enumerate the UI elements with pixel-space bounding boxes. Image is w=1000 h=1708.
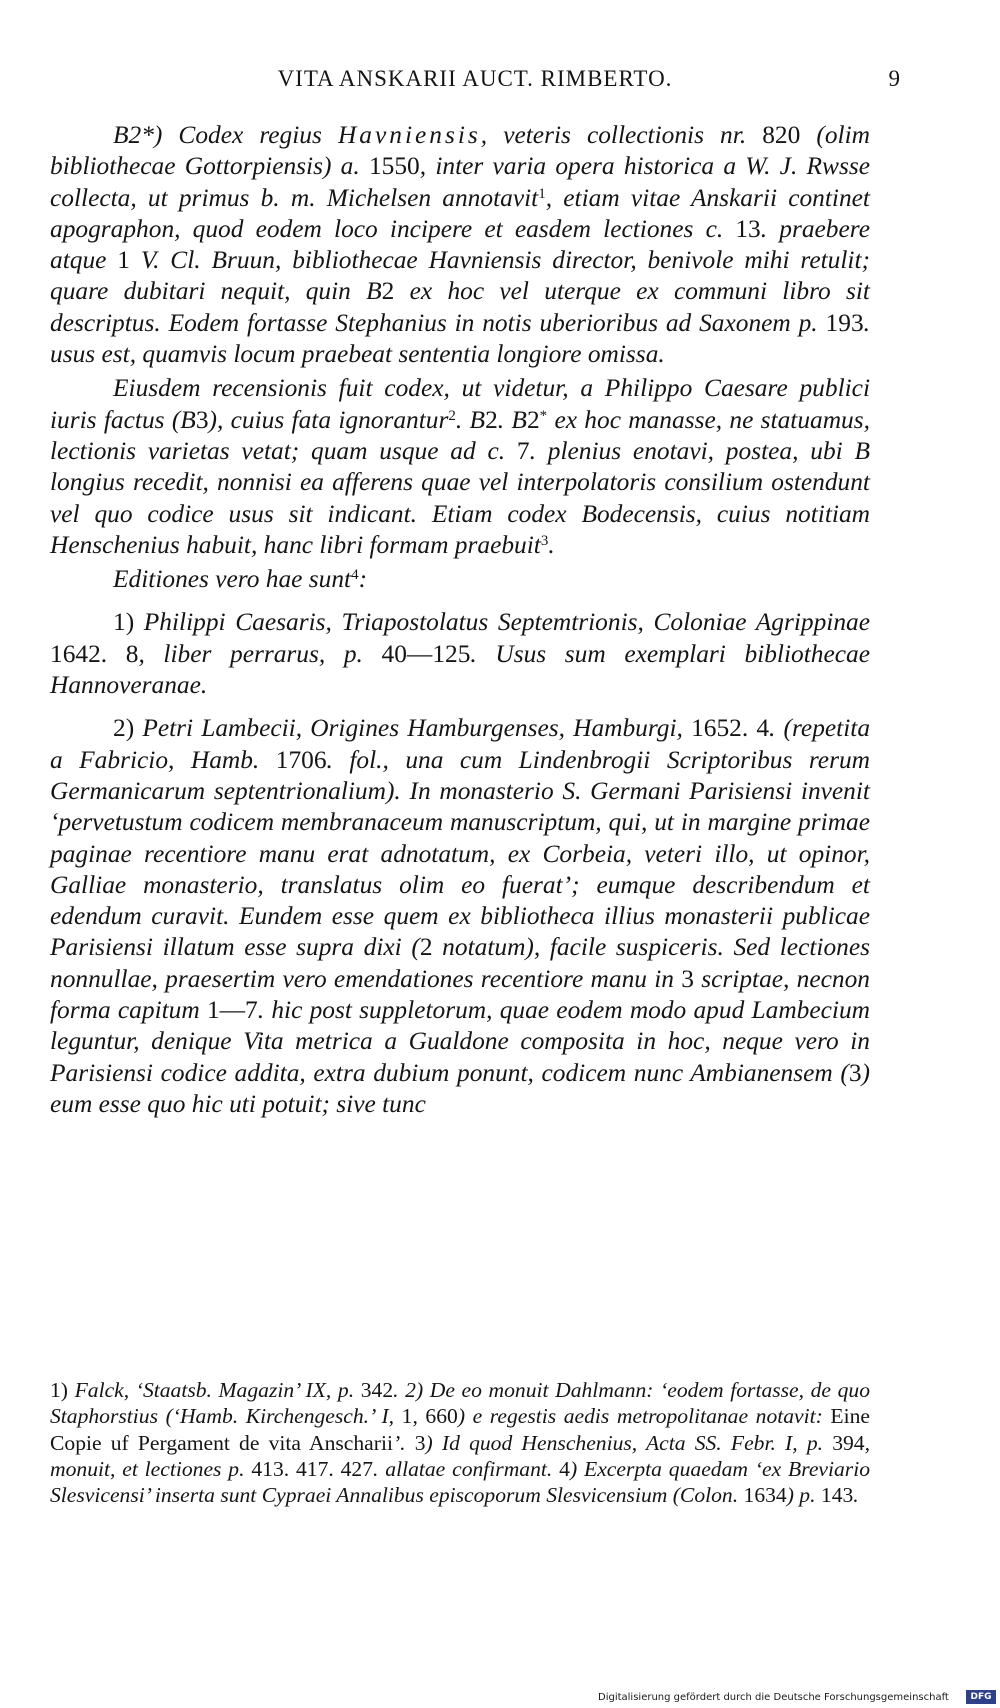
text-run: 342 [360, 1378, 394, 1402]
footnotes [50, 1377, 870, 1508]
text-run: ’. [392, 1430, 415, 1455]
paragraph-codex-b2star [50, 120, 870, 370]
main-text [50, 120, 870, 1123]
text-run: 2 [485, 405, 498, 434]
text-run: . B [455, 405, 486, 434]
page-number: 9 [888, 66, 900, 91]
text-run: ) e regestis aedis metropolitanae notavit: [457, 1404, 831, 1429]
text-run: scriptae, necnon forma capitum [50, 964, 870, 1025]
text-run: 1634 [743, 1483, 787, 1508]
footnote-ref: 2 [448, 407, 456, 424]
item-number: 2) [113, 714, 143, 743]
paragraph-edition-1 [50, 607, 870, 701]
text-run: Philippi Caesaris, Triapostolatus Septemtrionis, Coloniae Agrippinae [143, 608, 870, 637]
text-run: 3 [681, 964, 694, 993]
text-run: . Usus sum exemplari bibliothecae Hannoveranae. [50, 639, 870, 700]
paragraph-editions-intro [50, 564, 870, 595]
text-run: 1550 [368, 152, 420, 181]
text-run: 7 [516, 436, 530, 465]
dfg-logo: DFG [966, 1690, 996, 1704]
text-run: . praebere atque [50, 214, 870, 275]
text-run: 40—125 [381, 639, 471, 668]
footnote-number: 1) [50, 1378, 75, 1402]
paragraph-recension [50, 373, 870, 561]
footnote-ref: 4 [351, 567, 359, 584]
footnote-ref: 3 [540, 532, 549, 549]
digitization-credit: Digitalisierung gefördert durch die Deutsche Forschungsgemeinschaft [598, 1692, 949, 1703]
text-run: ex hoc vel uterque ex communi libro sit descriptus. Eodem fortasse Stephanius in notis uberioribus ad Saxonem p. [50, 277, 870, 337]
text-run: ) Excerpta quaedam ‘ex Breviario Slesvicensi’ inserta sunt Cypraei Annalibus episcoporum Slesvicensium (Colon. [50, 1456, 870, 1508]
text-run: 1642. 8 [50, 639, 139, 668]
text-run: 2 [419, 933, 433, 962]
text-run: . [548, 530, 555, 559]
text-run: 3 [848, 1058, 862, 1087]
footnote-number: 4 [559, 1456, 570, 1481]
text-run: 3 [195, 405, 209, 434]
text-run: Editiones vero hae sunt [113, 565, 352, 594]
text-run: . fol., una cum Lindenbrogii Scriptoribus rerum Germanicarum septentrionalium). In monasterio S. Germani Parisiensi invenit ‘pervetustum codicem membranaceum manuscriptum, qui, ut in margine primae paginae recentiore manu erat adnotatum, ex Corbeia, veteri illo, ut opinor, Galliae monasterio, translatus olim eo fuerat’; eumque describendum et edendum curavit. Eundem esse quem ex bibliotheca illius monasterii publicae Parisiensi illatum esse supra dixi ( [50, 745, 870, 962]
text-run: . 2) De eo monuit Dahlmann: ‘eodem fortasse, de quo Staphorstius (‘Hamb. Kirchengesch.’ I, [50, 1378, 871, 1429]
text-run: . allatae confirmant. [373, 1456, 560, 1481]
text-run: 413. 417. 427 [251, 1456, 374, 1481]
text-run: ), cuius fata ignorantur [208, 405, 449, 434]
running-head [50, 64, 900, 94]
asterisk-mark: * [539, 407, 548, 424]
text-run: Falck, ‘Staatsb. Magazin’ IX, p. [74, 1378, 361, 1402]
text-run: 13 [735, 214, 761, 243]
text-run: Havniensis [337, 121, 481, 149]
text-run: notatum), facile suspiceris. Sed lectiones nonnullae, praesertim vero emendationes recentiore manu in [50, 933, 870, 993]
text-run: 2 [526, 405, 540, 434]
footnote-ref: 1 [538, 185, 546, 202]
text-run: 1652. 4 [691, 714, 770, 743]
text-run: 1, 660 [401, 1404, 458, 1429]
footnote-block [50, 1377, 870, 1508]
text-run: B2*) Codex regius [113, 121, 338, 149]
text-run: , inter varia opera historica a W. J. Rwsse collecta, ut primus b. m. Michelsen annotavit [50, 152, 871, 212]
text-run: 2 [381, 277, 395, 306]
paragraph-edition-2 [50, 713, 870, 1120]
text-run: . (repetita a Fabricio, Hamb. [50, 714, 871, 774]
text-run: ) eum esse quo hic uti potuit; sive tunc [50, 1058, 870, 1118]
text-run: ) Id quod Henschenius, Acta SS. Febr. I, p. [425, 1430, 833, 1455]
text-run: . [853, 1483, 859, 1508]
text-run: . hic post suppletorum, quae eodem modo apud Lambecium leguntur, denique Vita metrica a Gualdone composita in hoc, neque vero in Parisiensi codice addita, extra dubium ponunt, codicem nunc Ambianensem ( [50, 996, 870, 1087]
item-number: 1) [113, 608, 144, 637]
text-run: ) p. [786, 1483, 821, 1508]
text-run: Eiusdem recensionis fuit codex, ut videtur, a Philippo Caesare publici iuris factus (B [50, 374, 870, 434]
text-run: . plenius enotavi, postea, ubi B longius recedit, nonnisi ea afferens quae vel interpolatoris consilium ostendunt vel quo codice usus sit indicant. Etiam codex Bodecensis, cuius notitiam Henschenius habuit, hanc libri formam praebuit [50, 436, 871, 559]
text-run: 143 [820, 1483, 854, 1508]
text-run: . B [497, 405, 527, 434]
text-run: (olim bibliothecae Gottorpiensis) a. [50, 121, 870, 181]
text-run: Petri Lambecii, Origines Hamburgenses, Hamburgi, [142, 714, 692, 743]
text-run: . usus est, quamvis locum praebeat sententia longiore omissa. [50, 308, 870, 369]
text-run: V. Cl. Bruun, bibliothecae Havniensis director, benivole mihi retulit; quare dubitari nequit, quin B [50, 246, 870, 306]
text-run: 1—7 [206, 996, 258, 1025]
text-run: 1706 [275, 745, 327, 774]
text-run: Eine Copie uf Pergament de vita Anscharii [50, 1404, 870, 1455]
text-run: 820 [762, 121, 801, 149]
text-run: , etiam vitae Anskarii continet apographon, quod eodem loco incipere et easdem lectiones c. [50, 183, 870, 243]
text-run: , monuit, et lectiones p. [50, 1430, 870, 1481]
running-title: VITA ANSKARII AUCT. RIMBERTO. [277, 66, 673, 91]
text-run: , liber perrarus, p. [138, 639, 382, 668]
text-run: 1 [117, 246, 130, 275]
text-run: ex hoc manasse, ne statuamus, lectionis varietas vetat; quam usque ad c. [50, 405, 870, 465]
text-run: 193 [825, 308, 864, 337]
text-run: 394 [832, 1430, 865, 1455]
text-run: , veteris collectionis nr. [480, 121, 763, 149]
text-run: : [358, 565, 368, 594]
footnote-number: 3 [414, 1430, 426, 1455]
